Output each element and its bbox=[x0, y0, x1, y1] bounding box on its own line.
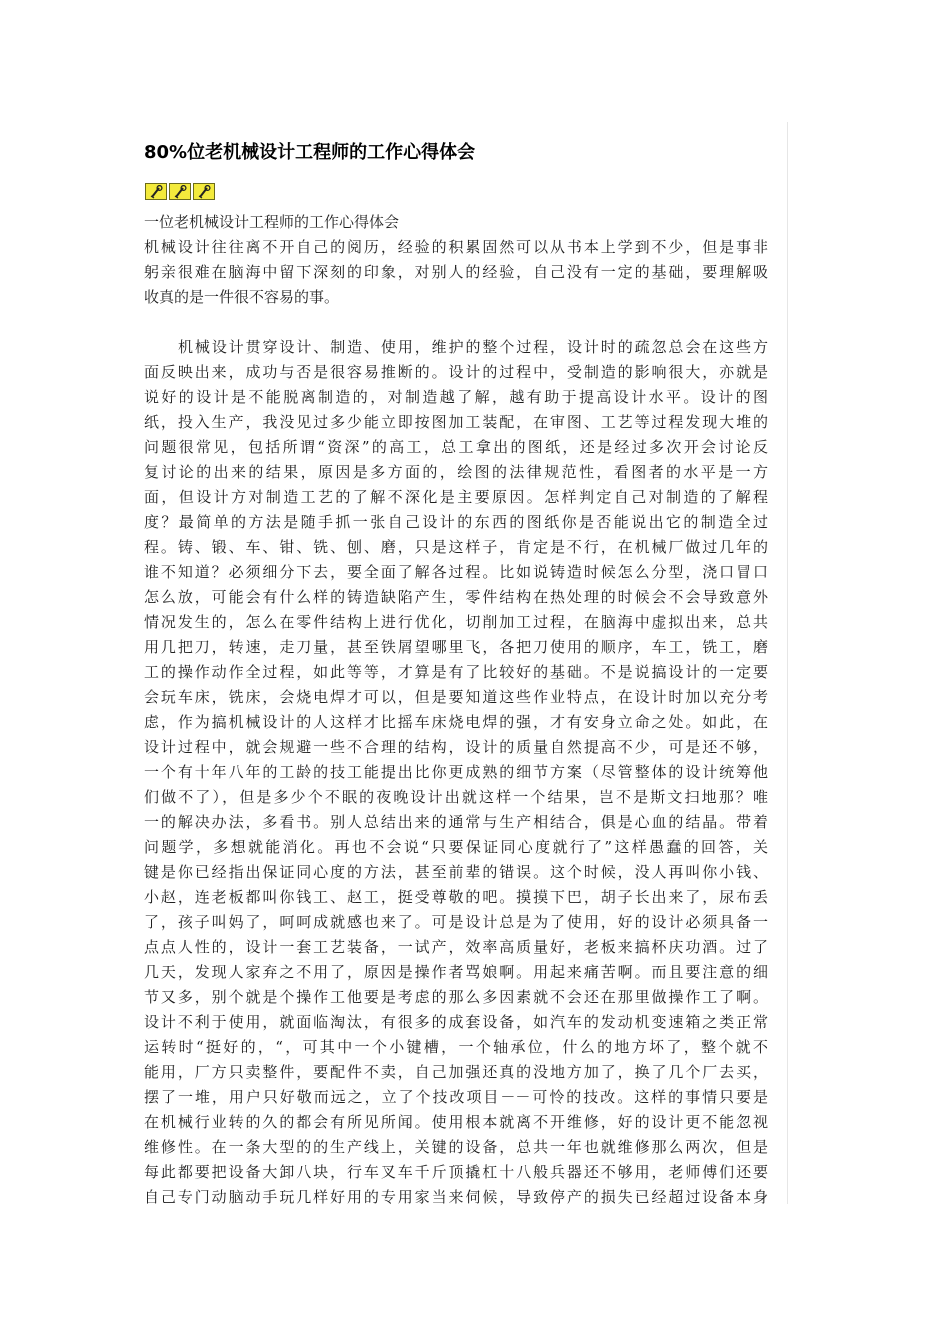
text-line: 们做不了），但是多少个不眠的夜晚设计出就这样一个结果，岂不是斯文扫地那？唯 bbox=[144, 788, 768, 806]
tool-icon bbox=[145, 183, 167, 200]
text-line: 会玩车床，铣床，会烧电焊才可以，但是要知道这些作业特点，在设计时加以充分考 bbox=[144, 688, 768, 706]
text-line: 怎么放，可能会有什么样的铸造缺陷产生，零件结构在热处理的时候会不会导致意外 bbox=[144, 588, 768, 606]
text-line: 几天，发现人家弃之不用了，原因是操作者骂娘啊。用起来痛苦啊。而且要注意的细 bbox=[144, 963, 768, 981]
text-line: 能用，厂方只卖整件，要配件不卖，自己加强还真的没地方加了，换了几个厂去买， bbox=[144, 1063, 768, 1081]
text-line: 问题学，多想就能消化。再也不会说“只要保证同心度就行了”这样愚蠢的回答，关 bbox=[144, 838, 768, 856]
body-paragraph bbox=[144, 335, 768, 1210]
text-line: 谁不知道？必须细分下去，要全面了解各过程。比如说铸造时候怎么分型，浇口冒口 bbox=[144, 563, 768, 581]
text-line: 运转时“挺好的，“，可其中一个小键槽，一个轴承位，什么的地方坏了，整个就不 bbox=[144, 1038, 768, 1056]
tool-icon bbox=[193, 183, 215, 200]
text-line: 说好的设计是不能脱离制造的，对制造越了解，越有助于提高设计水平。设计的图 bbox=[144, 388, 768, 406]
article-subtitle: 一位老机械设计工程师的工作心得体会 bbox=[144, 213, 400, 231]
text-line: 一的解决办法，多看书。别人总结出来的通常与生产相结合，俱是心血的结晶。带着 bbox=[144, 813, 768, 831]
text-line: 设计过程中，就会规避一些不合理的结构，设计的质量自然提高不少，可是还不够， bbox=[144, 738, 768, 756]
text-line: 点点人性的，设计一套工艺装备，一试产，效率高质量好，老板来搞杯庆功酒。过了 bbox=[144, 938, 768, 956]
text-line: 键是你已经指出保证同心度的方法，甚至前辈的错误。这个时候，没人再叫你小钱、 bbox=[144, 863, 768, 881]
text-line: 问题很常见，包括所谓“资深”的高工，总工拿出的图纸，还是经过多次开会讨论反 bbox=[144, 438, 768, 456]
text-line: 在机械行业转的久的都会有所见所闻。使用根本就离不开维修，好的设计更不能忽视 bbox=[144, 1113, 768, 1131]
text-line: 一个有十年八年的工龄的技工能提出比你更成熟的细节方案（尽管整体的设计统筹他 bbox=[144, 763, 768, 781]
text-line: 摆了一堆，用户只好敬而远之，立了个技改项目－－可怜的技改。这样的事情只要是 bbox=[144, 1088, 768, 1106]
text-line: 纸，投入生产，我没见过多少能立即按图加工装配，在审图、工艺等过程发现大堆的 bbox=[144, 413, 768, 431]
text-line: 用几把刀，转速，走刀量，甚至铁屑望哪里飞，各把刀使用的顺序，车工，铣工，磨 bbox=[144, 638, 768, 656]
text-line: 了，孩子叫妈了，呵呵成就感也来了。可是设计总是为了使用，好的设计必须具备一 bbox=[144, 913, 768, 931]
text-line: 维修性。在一条大型的的生产线上，关键的设备，总共一年也就维修那么两次，但是 bbox=[144, 1138, 768, 1156]
text-line: 每此都要把设备大卸八块，行车叉车千斤顶撬杠十八般兵器还不够用，老师傅们还要 bbox=[144, 1163, 768, 1181]
text-line: 机械设计贯穿设计、制造、使用，维护的整个过程，设计时的疏忽总会在这些方 bbox=[178, 338, 768, 356]
text-line: 情况发生的，怎么在零件结构上进行优化，切削加工过程，在脑海中虚拟出来，总共 bbox=[144, 613, 768, 631]
tool-icon bbox=[169, 183, 191, 200]
text-line: 机械设计往往离不开自己的阅历，经验的积累固然可以从书本上学到不少，但是事非 bbox=[144, 238, 768, 256]
text-line: 面反映出来，成功与否是很容易推断的。设计的过程中，受制造的影响很大，亦就是 bbox=[144, 363, 768, 381]
text-line: 复讨论的出来的结果，原因是多方面的，绘图的法律规范性，看图者的水平是一方 bbox=[144, 463, 768, 481]
page-right-border bbox=[787, 122, 788, 1204]
page-title: 80%位老机械设计工程师的工作心得体会 bbox=[144, 142, 476, 163]
text-line: 面，但设计方对制造工艺的了解不深化是主要原因。怎样判定自己对制造的了解程 bbox=[144, 488, 768, 506]
rating-icons bbox=[145, 183, 215, 200]
text-line: 小赵，连老板都叫你钱工、赵工，挺受尊敬的吧。摸摸下巴，胡子长出来了，尿布丢 bbox=[144, 888, 768, 906]
text-line: 度？最简单的方法是随手抓一张自己设计的东西的图纸你是否能说出它的制造全过 bbox=[144, 513, 768, 531]
paragraph-gap bbox=[144, 310, 768, 335]
text-line: 工的操作动作全过程，如此等等，才算是有了比较好的基础。不是说搞设计的一定要 bbox=[144, 663, 768, 681]
text-line: 程。铸、锻、车、钳、铣、刨、磨，只是这样子，肯定是不行，在机械厂做过几年的 bbox=[144, 538, 768, 556]
intro-paragraph bbox=[144, 235, 768, 310]
text-line: 节又多，别个就是个操作工他要是考虑的那么多因素就不会还在那里做操作工了啊。 bbox=[144, 988, 768, 1006]
article-body bbox=[144, 210, 768, 1210]
text-line: 设计不利于使用，就面临淘汰，有很多的成套设备，如汽车的发动机变速箱之类正常 bbox=[144, 1013, 768, 1031]
text-line: 躬亲很难在脑海中留下深刻的印象，对别人的经验，自己没有一定的基础，要理解吸 bbox=[144, 263, 768, 281]
text-line: 虑，作为搞机械设计的人这样才比摇车床烧电焊的强，才有安身立命之处。如此，在 bbox=[144, 713, 768, 731]
text-line: 收真的是一件很不容易的事。 bbox=[144, 288, 340, 306]
text-line: 自己专门动脑动手玩几样好用的专用家当来伺候，导致停产的损失已经超过设备本身 bbox=[144, 1188, 768, 1206]
